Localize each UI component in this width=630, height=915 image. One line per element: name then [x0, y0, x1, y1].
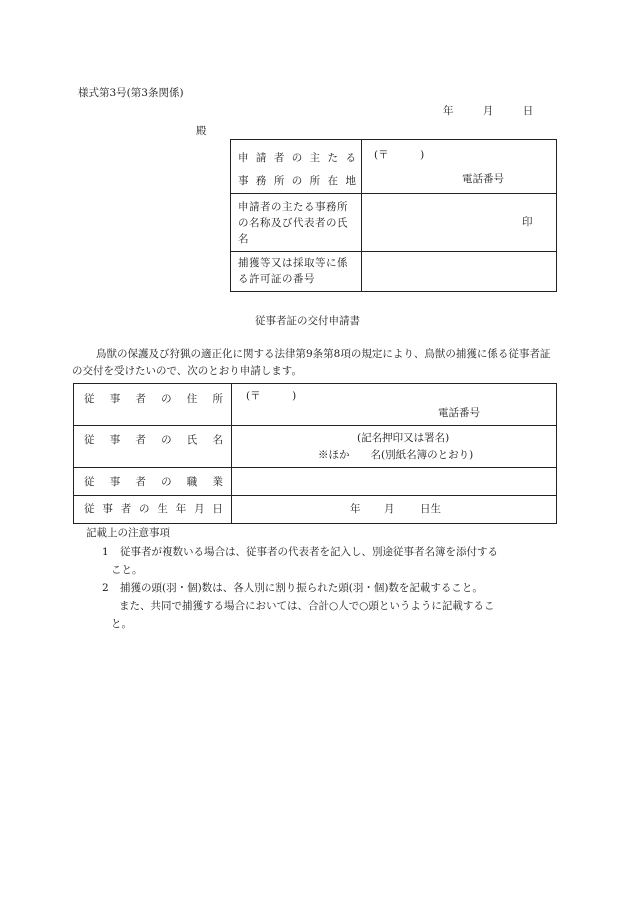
applicant-postal: (〒 ) [374, 149, 425, 161]
note-item [102, 543, 498, 561]
permit-number-label: 捕獲等又は採取等に係る許可証の番号 [238, 257, 348, 285]
body-text: 鳥獣の保護及び狩猟の適正化に関する法律第9条第8項の規定により、鳥獣の捕獲に係る従事者証の交付を受けたいので、次のとおり申請します。 [72, 348, 551, 377]
birth-year: 年 [350, 503, 361, 515]
others-count-note: ※ほか 名(別紙名簿のとおり) [318, 449, 474, 461]
worker-occupation-label: 従 事 者 の 職 業 [84, 476, 223, 488]
note-item [102, 579, 483, 597]
applicant-address-value-cell[interactable] [362, 140, 557, 194]
note-text-line1: 従事者が複数いる場合は、従事者の代表者を記入し、別途従事者名簿を添付する [120, 546, 499, 558]
worker-address-label-cell [74, 384, 232, 426]
worker-name-label-cell [74, 426, 232, 468]
note-text-line3: と。 [111, 618, 132, 630]
worker-phone-label: 電話番号 [438, 407, 480, 419]
date-day: 日 [522, 105, 534, 117]
note-number: 2 [102, 582, 109, 594]
note-text-line2: また、共同で捕獲する場合においては、合計○人で○頭というように記載するこ [119, 600, 495, 612]
date-month: 月 [482, 105, 494, 117]
worker-occupation-value-cell[interactable] [232, 468, 557, 496]
birth-month: 月 [384, 503, 395, 515]
date-line [443, 103, 533, 118]
applicant-name-label: 申請者の主たる事務所の名称及び代表者の氏名 [238, 201, 348, 245]
page-title: 従事者証の交付申請書 [255, 315, 360, 327]
notes-heading: 記載上の注意事項 [86, 527, 170, 539]
worker-postal: (〒 ) [246, 390, 297, 402]
permit-number-label-cell [231, 252, 362, 292]
worker-address-label: 従 事 者 の 住 所 [84, 393, 223, 405]
seal-mark: 印 [522, 216, 533, 228]
applicant-phone-label: 電話番号 [462, 173, 504, 185]
note-text-line1: 捕獲の頭(羽・個)数は、各人別に割り振られた頭(羽・個)数を記載すること。 [120, 582, 483, 594]
worker-table [73, 383, 557, 524]
worker-birthdate-label-cell [74, 496, 232, 524]
worker-birthdate-value-cell[interactable] [232, 496, 557, 524]
applicant-address-label-line2: 事 務 所 の 所 在 地 [238, 175, 356, 187]
seal-or-signature-note: (記名押印又は署名) [357, 432, 450, 444]
birth-day: 日生 [420, 503, 441, 515]
applicant-name-label-cell [231, 194, 362, 252]
permit-number-value-cell[interactable] [362, 252, 557, 292]
form-number: 様式第3号(第3条関係) [78, 87, 184, 99]
worker-name-value-cell[interactable] [232, 426, 557, 468]
worker-occupation-label-cell [74, 468, 232, 496]
applicant-table [230, 139, 557, 292]
applicant-address-label-line1: 申 請 者 の 主 た る [238, 152, 356, 164]
applicant-name-value-cell[interactable] [362, 194, 557, 252]
worker-birthdate-label: 従 事 者 の 生 年 月 日 [84, 503, 223, 515]
applicant-address-label-cell [231, 140, 362, 194]
worker-address-value-cell[interactable] [232, 384, 557, 426]
note-text-line2: こと。 [111, 564, 143, 576]
worker-name-label: 従 事 者 の 氏 名 [84, 434, 223, 446]
date-year: 年 [443, 105, 454, 117]
note-number: 1 [102, 546, 109, 558]
addressee-suffix: 殿 [196, 125, 207, 137]
